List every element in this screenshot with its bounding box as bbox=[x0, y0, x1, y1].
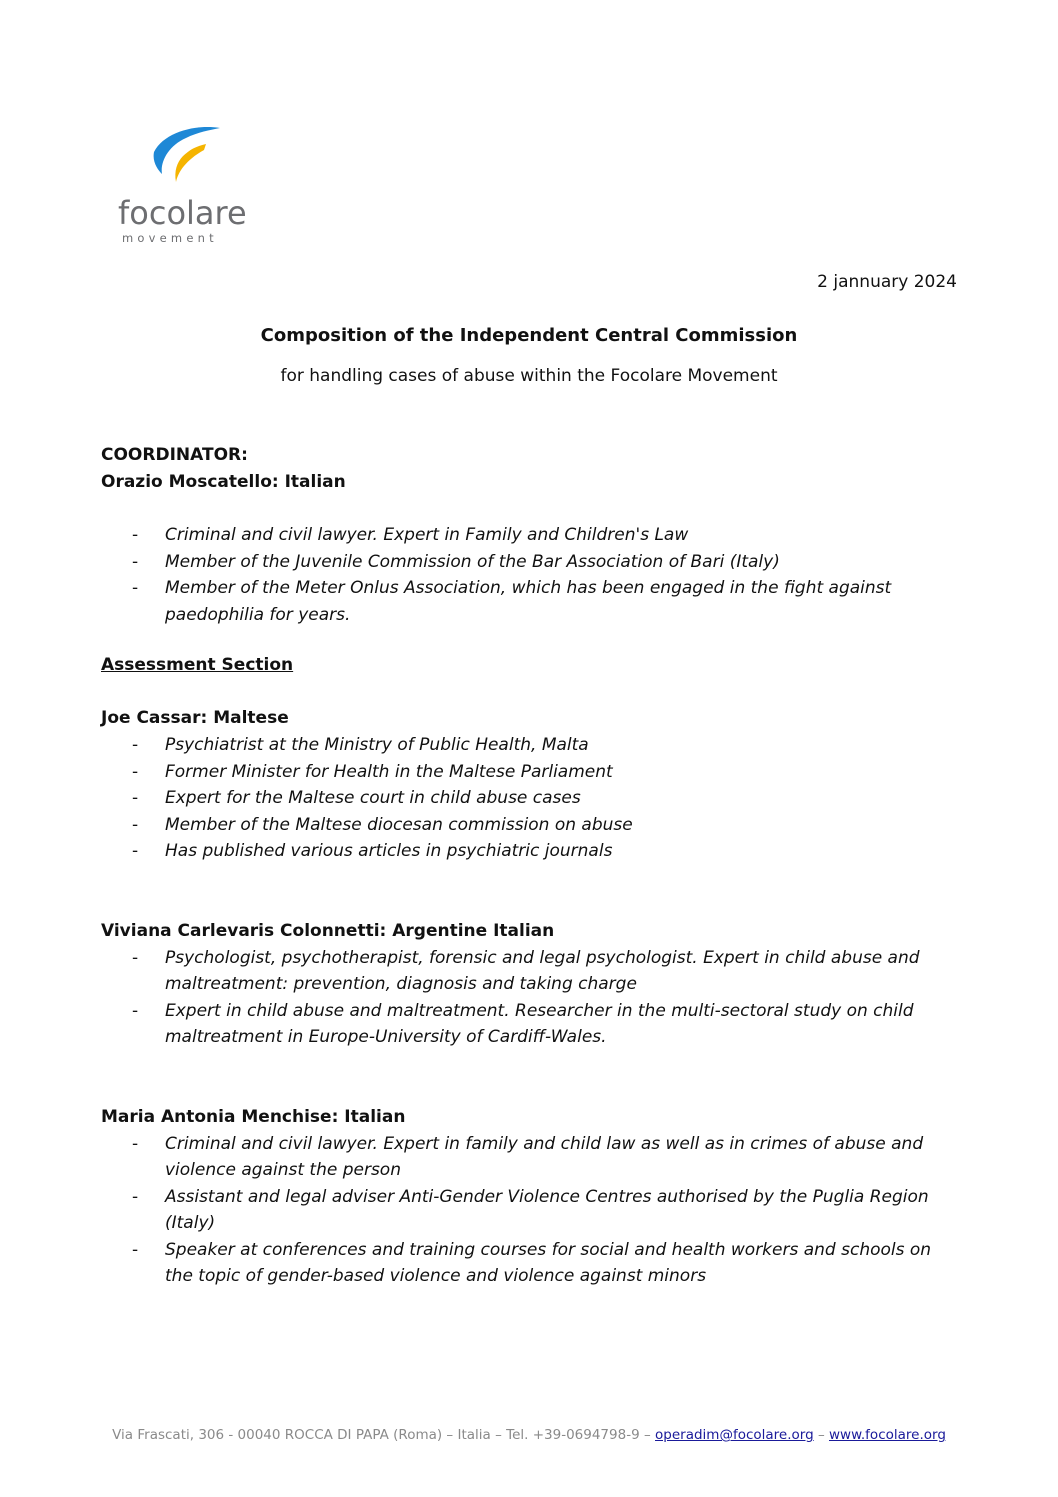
member-bullet-list bbox=[101, 732, 961, 865]
member-name: Maria Antonia Menchise: Italian bbox=[101, 1106, 406, 1127]
list-item: - Psychiatrist at the Ministry of Public Health, Malta bbox=[101, 732, 961, 759]
focolare-logo bbox=[116, 122, 266, 252]
list-item: - Criminal and civil lawyer. Expert in family and child law as well as in crimes of abuse and violence against the person bbox=[101, 1131, 961, 1184]
list-item: - Former Minister for Health in the Maltese Parliament bbox=[101, 759, 961, 786]
document-title: Composition of the Independent Central Commission bbox=[260, 325, 798, 346]
footer-website-link[interactable]: www.focolare.org bbox=[829, 1427, 946, 1443]
footer-separator: – bbox=[817, 1427, 825, 1443]
logo-flame-icon bbox=[146, 122, 226, 192]
list-item: - Member of the Juvenile Commission of the Bar Association of Bari (Italy) bbox=[101, 549, 961, 576]
member-name: Viviana Carlevaris Colonnetti: Argentine Italian bbox=[101, 920, 555, 941]
page-footer bbox=[0, 1427, 1058, 1443]
logo-wordmark: focolare bbox=[118, 194, 247, 232]
list-item: - Member of the Maltese diocesan commission on abuse bbox=[101, 812, 961, 839]
assessment-section-heading: Assessment Section bbox=[101, 655, 294, 675]
document-subtitle: for handling cases of abuse within the Focolare Movement bbox=[280, 366, 778, 386]
coordinator-name: Orazio Moscatello: Italian bbox=[101, 472, 346, 492]
list-item: - Assistant and legal adviser Anti-Gender Violence Centres authorised by the Puglia Region (Italy) bbox=[101, 1184, 961, 1237]
coordinator-heading: COORDINATOR: bbox=[101, 445, 248, 465]
coordinator-bullet-list bbox=[101, 522, 961, 628]
list-item: - Expert in child abuse and maltreatment. Researcher in the multi-sectoral study on child maltreatment in Europe-University of Cardiff-Wales. bbox=[101, 998, 961, 1051]
list-item: - Member of the Meter Onlus Association, which has been engaged in the fight against paedophilia for years. bbox=[101, 575, 961, 628]
list-item: - Has published various articles in psychiatric journals bbox=[101, 838, 961, 865]
logo-subtitle: movement bbox=[122, 231, 218, 245]
member-name: Joe Cassar: Maltese bbox=[101, 708, 289, 728]
list-item: - Expert for the Maltese court in child abuse cases bbox=[101, 785, 961, 812]
footer-email-link[interactable]: operadim@focolare.org bbox=[655, 1427, 814, 1443]
document-body bbox=[101, 442, 961, 1290]
footer-address: Via Frascati, 306 - 00040 ROCCA DI PAPA (Roma) – Italia – Tel. +39-0694798-9 – bbox=[112, 1427, 651, 1443]
list-item: - Criminal and civil lawyer. Expert in Family and Children's Law bbox=[101, 522, 961, 549]
member-bullet-list bbox=[101, 1131, 961, 1290]
list-item: - Speaker at conferences and training courses for social and health workers and schools on the topic of gender-based violence and violence against minors bbox=[101, 1237, 961, 1290]
document-date: 2 jannuary 2024 bbox=[817, 272, 957, 292]
member-bullet-list bbox=[101, 945, 961, 1051]
list-item: - Psychologist, psychotherapist, forensic and legal psychologist. Expert in child abuse and maltreatment: prevention, diagnosis and taking charge bbox=[101, 945, 961, 998]
